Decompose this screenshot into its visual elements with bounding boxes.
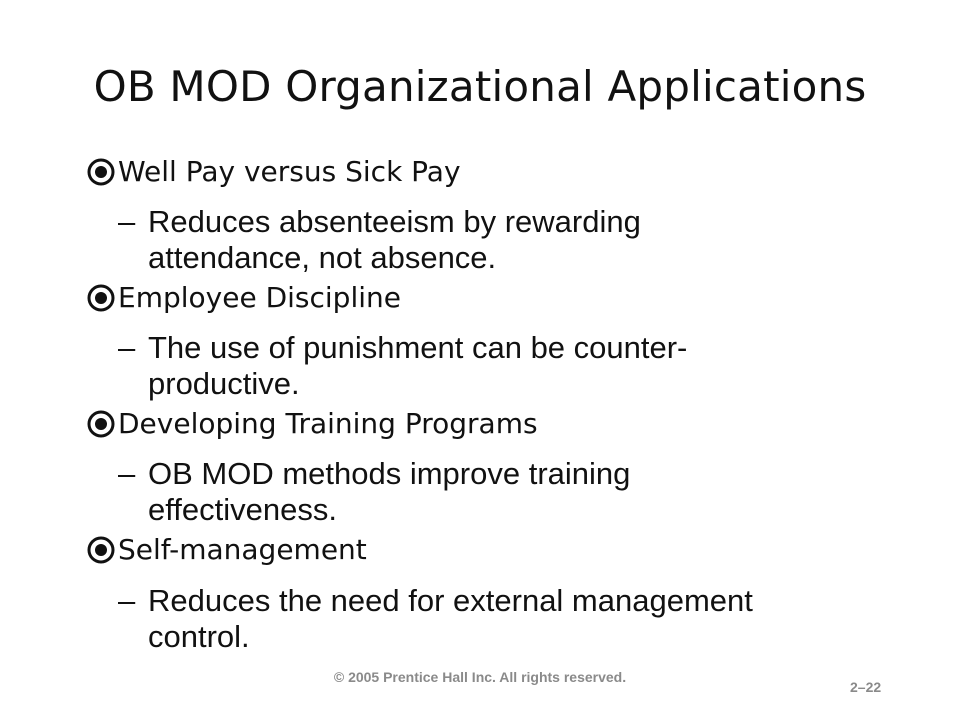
copyright-footer: © 2005 Prentice Hall Inc. All rights reserved. (333, 669, 627, 685)
target-bullet-icon (86, 157, 116, 187)
bullet-text: Employee Discipline (118, 281, 401, 314)
bullet-item (86, 533, 367, 566)
sub-text: Reduces absenteeism by rewarding attendance, not absence. (148, 204, 641, 275)
dash: – (118, 456, 136, 491)
bullet-item (86, 407, 538, 440)
sub-text: Reduces the need for external management control. (148, 583, 753, 654)
bullet-item (86, 155, 461, 188)
dash: – (118, 583, 136, 618)
bullet-item (86, 281, 401, 314)
dash: – (118, 204, 136, 239)
target-bullet-icon (86, 535, 116, 565)
sub-text: The use of punishment can be counter-productive. (148, 330, 688, 401)
bullet-text: Developing Training Programs (118, 407, 538, 440)
bullet-text: Well Pay versus Sick Pay (118, 155, 461, 188)
sub-text: OB MOD methods improve training effectiveness. (148, 456, 631, 527)
target-bullet-icon (86, 409, 116, 439)
bullet-text: Self-management (118, 533, 367, 566)
page-number: 2–22 (850, 679, 882, 695)
target-bullet-icon (86, 283, 116, 313)
slide-title: OB MOD Organizational Applications (93, 62, 867, 111)
dash: – (118, 330, 136, 365)
